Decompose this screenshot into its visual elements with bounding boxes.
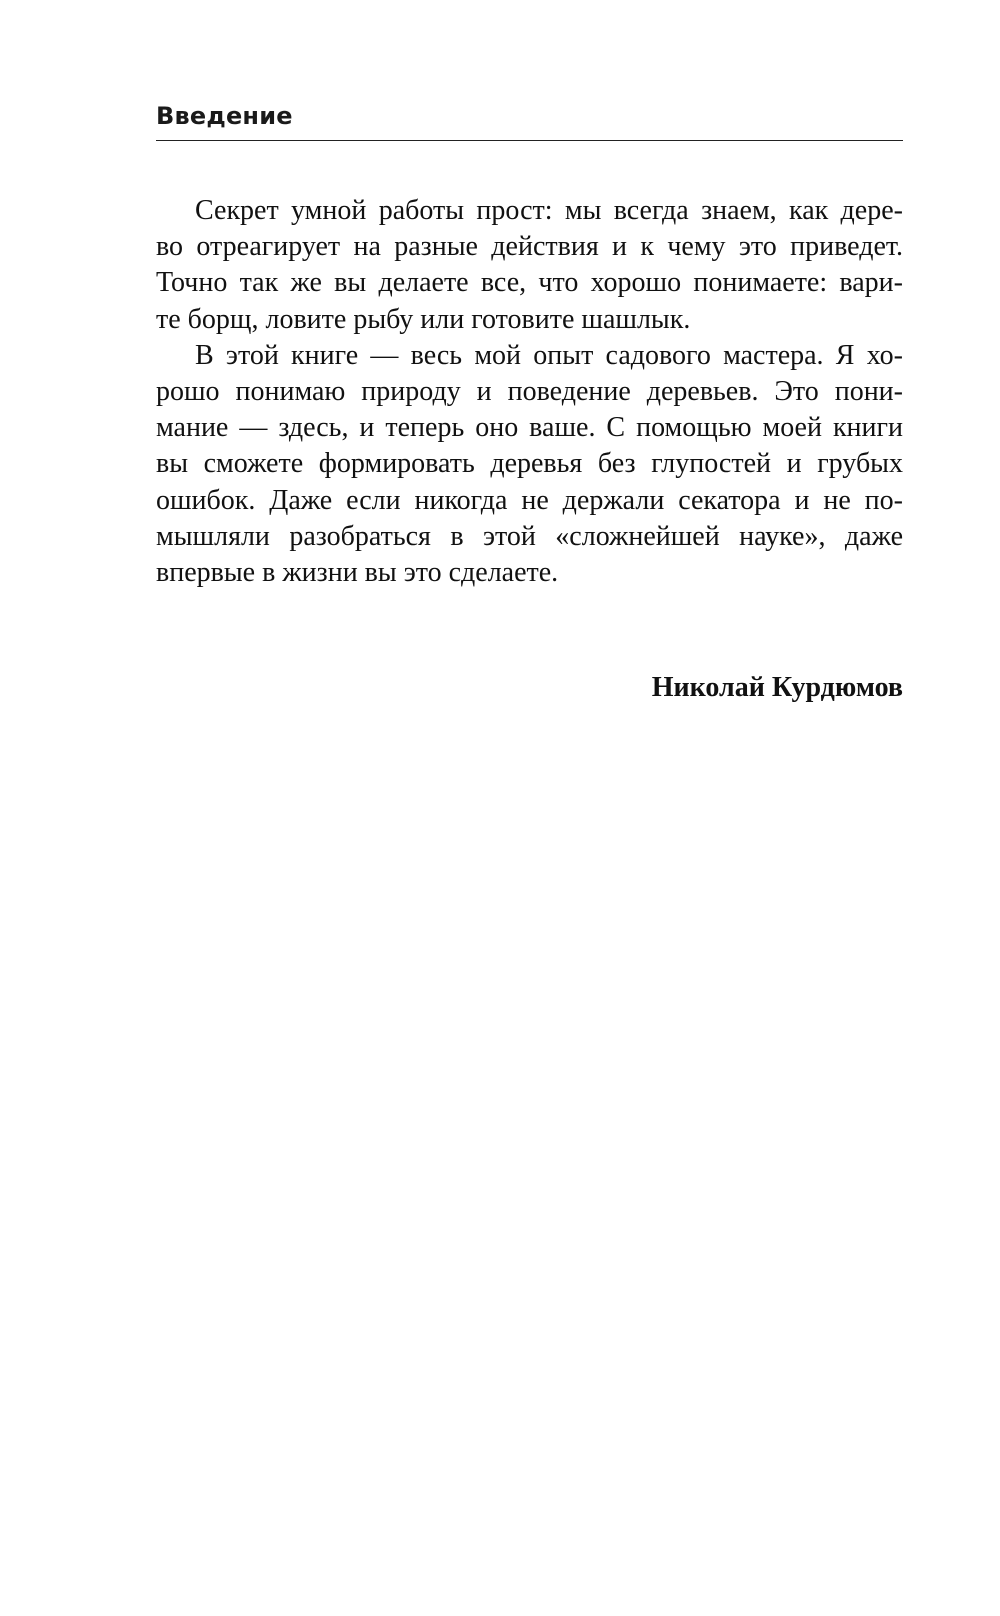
running-head: [156, 98, 903, 141]
text-line: ошибок. Даже если никогда не держали секатора и не по-: [156, 484, 903, 516]
text-line: мание — здесь, и теперь оно ваше. С помощью моей книги: [156, 412, 903, 444]
text-line: вы сможете формировать деревья без глупостей и грубых: [156, 448, 903, 480]
text-line: Точно так же вы делаете все, что хорошо понимаете: вари-: [156, 267, 903, 299]
body-text: [156, 193, 903, 591]
paragraph: [156, 193, 903, 338]
text-line: рошо понимаю природу и поведение деревьев. Это пони-: [156, 376, 903, 408]
text-line: впервые в жизни вы это сделаете.: [156, 557, 559, 589]
author-signature: Николай Курдюмов: [651, 672, 903, 703]
paragraph: [156, 338, 903, 591]
section-title: Введение: [156, 102, 293, 130]
text-line: В этой книге — весь мой опыт садового мастера. Я хо-: [195, 339, 903, 371]
text-line: те борщ, ловите рыбу или готовите шашлык.: [156, 303, 691, 335]
text-line: Секрет умной работы прост: мы всегда знаем, как дере-: [195, 195, 903, 226]
text-line: во отреагирует на разные действия и к чему это приведет.: [156, 231, 903, 263]
text-line: мышляли разобраться в этой «сложнейшей науке», даже: [156, 520, 903, 552]
